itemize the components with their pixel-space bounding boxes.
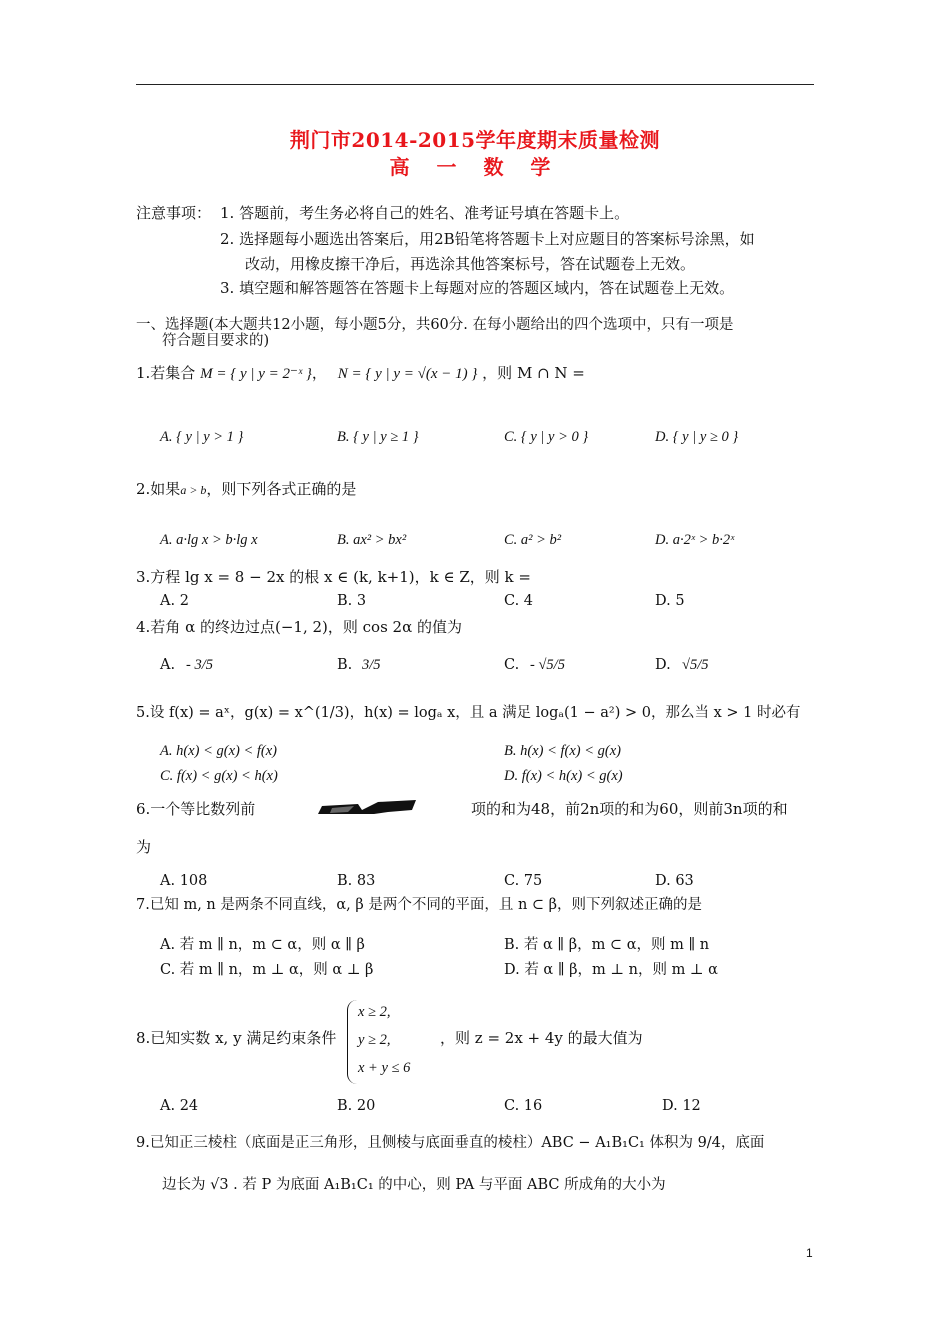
q4-option-d: D. [655,657,671,673]
q5-option-d: D. f(x) < h(x) < g(x) [504,768,623,784]
obscured-expression-image [318,800,416,814]
q1-set-m: M = { y | y = 2⁻ˣ } [200,366,312,382]
notice-item-2-cont: 改动，用橡皮擦干净后，再选涂其他答案标号，答在试题卷上无效。 [245,255,696,273]
q6-option-d: D. 63 [655,873,694,889]
q8-option-c: C. 16 [504,1098,543,1114]
q7-option-b: B. 若 α ∥ β，m ⊂ α，则 m ∥ n [504,937,710,953]
question-9: 9.已知正三棱柱（底面是正三角形，且侧棱与底面垂直的棱柱）ABC − A₁B₁C₁ 体积为 9/4，底面 [136,1135,765,1151]
question-8: 8.已知实数 x, y 满足约束条件 [136,1029,337,1047]
question-8-ask: ，则 z = 2x + 4y 的最大值为 [440,1029,643,1047]
q1-ask: ，则 M ∩ N = [482,364,585,382]
q1-option-d: D. { y | y ≥ 0 } [655,429,739,445]
q3-option-b: B. 3 [337,593,367,609]
q4-option-c: C. [504,657,520,673]
q6-option-a: A. 108 [160,873,208,889]
question-6-end: 为 [136,838,152,856]
question-2 [136,480,356,499]
q5-option-c: C. f(x) < g(x) < h(x) [160,768,278,784]
q4-value-c: - √5/5 [530,657,565,673]
q5-option-b: B. h(x) < f(x) < g(x) [504,743,621,759]
q3-option-a: A. 2 [160,593,189,609]
question-6-cont: 项的和为48，前2n项的和为60，则前3n项的和 [471,800,788,818]
q2-option-d: D. a·2ˣ > b·2ˣ [655,532,735,548]
q1-set-n: N = { y | y = √(x − 1) } [337,366,478,382]
q2-condition: a > b [180,483,207,497]
exam-title: 荆门市2014-2015学年度期末质量检测 [289,128,661,152]
question-4: 4.若角 α 的终边过点(−1, 2)，则 cos 2α 的值为 [136,618,462,636]
question-9-cont: 边长为 √3 . 若 P 为底面 A₁B₁C₁ 的中心，则 PA 与平面 ABC 所成角的大小为 [162,1177,666,1193]
q8-option-d: D. 12 [662,1098,701,1114]
exam-subtitle: 高 一 数 学 [389,155,561,179]
q1-option-c: C. { y | y > 0 } [504,429,589,445]
q1-option-b: B. { y | y ≥ 1 } [337,429,419,445]
q1-option-a: A. { y | y > 1 } [160,429,244,445]
q4-value-a: - 3/5 [186,657,213,673]
q6-option-c: C. 75 [504,873,543,889]
question-3: 3.方程 lg x = 8 − 2x 的根 x ∈ (k, k+1)，k ∈ Z，则 k = [136,568,531,586]
constraint-3: x + y ≤ 6 [358,1060,411,1076]
question-1: 1.若集合 M = { y | y = 2⁻ˣ }， N = { y | y = √(x − 1) } ，则 M ∩ N = [136,364,585,382]
question-7: 7.已知 m, n 是两条不同直线，α, β 是两个不同的平面，且 n ⊂ β，则下列叙述正确的是 [136,897,703,913]
q4-value-b: 3/5 [362,657,381,673]
q7-option-c: C. 若 m ∥ n，m ⊥ α，则 α ⊥ β [160,962,374,978]
q2-option-c: C. a² > b² [504,532,562,548]
page-number: 1 [806,1246,813,1260]
q2-option-b: B. ax² > bx² [337,532,407,548]
constraint-1: x ≥ 2, [358,1004,391,1020]
q8-option-b: B. 20 [337,1098,376,1114]
constraint-2: y ≥ 2, [358,1032,391,1048]
constraint-system [347,1000,438,1084]
notice-item-1: 1. 答题前，考生务必将自己的姓名、准考证号填在答题卡上。 [220,204,630,222]
q3-option-c: C. 4 [504,593,534,609]
notice-item-2: 2. 选择题每小题选出答案后，用2B铅笔将答题卡上对应题目的答案标号涂黑，如 [220,230,755,248]
q4-value-d: √5/5 [682,657,709,673]
notice-label: 注意事项： [136,204,212,222]
q4-option-b: B. [337,657,353,673]
q7-option-d: D. 若 α ∥ β，m ⊥ n，则 m ⊥ α [504,962,718,978]
q2-ask: ，则下列各式正确的是 [206,480,357,498]
q5-option-a: A. h(x) < g(x) < f(x) [160,743,277,759]
section-heading: 一、选择题(本大题共12小题，每小题5分，共60分. 在每小题给出的四个选项中，只有一项是 [136,317,734,333]
header-rule [136,84,814,85]
question-5: 5.设 f(x) = aˣ，g(x) = x^(1/3)，h(x) = logₐ x，且 a 满足 logₐ(1 − a²) > 0，那么当 x > 1 时必有 [136,705,801,721]
question-6: 6.一个等比数列前 [136,800,256,818]
q8-option-a: A. 24 [160,1098,199,1114]
q2-option-a: A. a·lg x > b·lg x [160,532,258,548]
q7-option-a: A. 若 m ∥ n，m ⊂ α，则 α ∥ β [160,937,365,953]
notice-item-3: 3. 填空题和解答题答在答题卡上每题对应的答题区域内，答在试题卷上无效。 [220,279,735,297]
q2-prefix: 2.如果 [136,480,181,498]
q3-option-d: D. 5 [655,593,685,609]
section-heading-cont: 符合题目要求的) [162,333,270,349]
q4-option-a: A. [160,657,176,673]
q1-prefix: 1.若集合 [136,364,196,382]
q6-option-b: B. 83 [337,873,376,889]
